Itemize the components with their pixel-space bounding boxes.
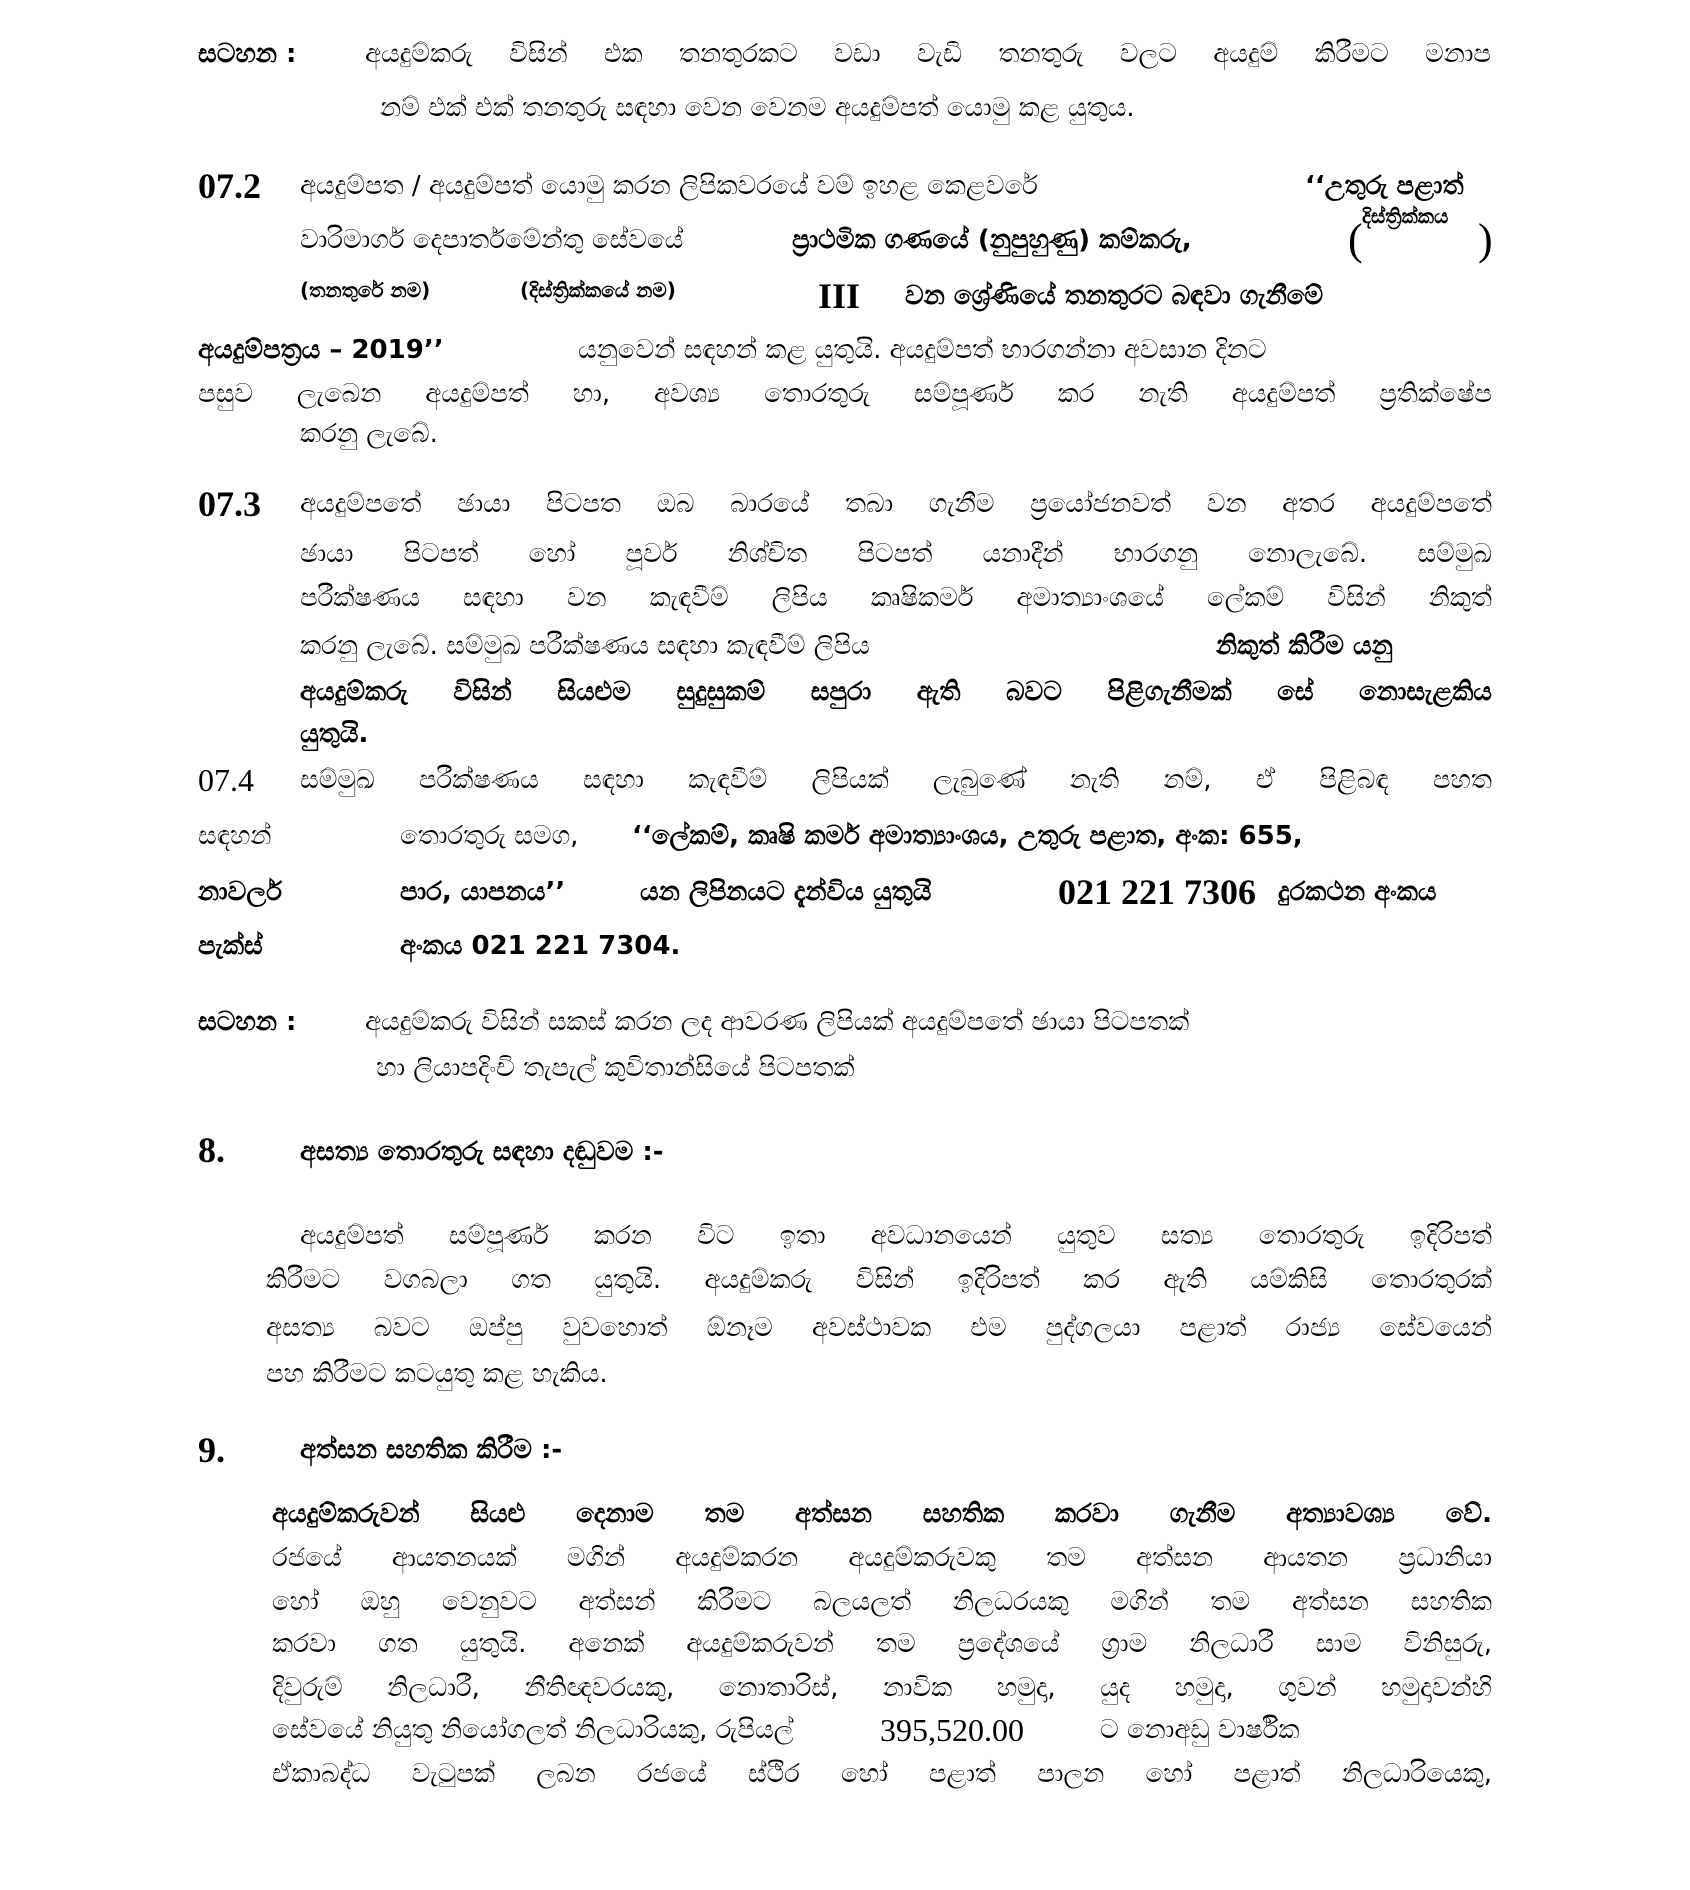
- s073-line2: ඡායා පිටපත් හෝ පූර්ව නිශ්චිත පිටපත් යනාදීන් භාරගනු නොලැබේ. සම්මුඛ: [300, 539, 1492, 569]
- s074-line3-b: යන ලිපිනයට දැන්විය යුතුයි: [640, 877, 932, 907]
- s073-line4a: කරනු ලැබේ. සම්මුඛ පරීක්ෂණය සඳහා කැඳවීම් ලිපිය: [300, 631, 870, 661]
- s074-fax-line: අංකය 021 221 7304.: [400, 931, 681, 961]
- s073-line1: අයදුම්පතේ ඡායා පිටපත ඔබ බාරයේ තබා ගැනීම ප්‍රයෝජනවත් වන අතර අයදුම්පතේ: [300, 489, 1492, 519]
- s074-line3-d: දුරකථන අංකය: [1278, 877, 1437, 907]
- s073-line5: අයදුම්කරු විසින් සියළුම සුදුසුකම් සපුරා ඇති බවට පිළිගැනීමක් සේ නොසැළකිය: [300, 677, 1492, 707]
- section-9-title: අත්සන සහතික කිරීම :-: [300, 1435, 563, 1465]
- s9-line6a: සේවයේ නියුතු නියෝගලත් නිලධාරියකු, රුපියල්: [272, 1715, 794, 1745]
- s074-line3-a: පාර, යාපනය’’: [400, 877, 566, 907]
- s073-line4b: නිකුත් කිරීම යනු: [1216, 631, 1393, 661]
- s074-phone-number: 021 221 7306: [1058, 872, 1256, 912]
- s9-line5: දිවුරුම් නිලධාරී, නීතිඥවරයකු, නොතාරිස්, නාවික හමුදා, යුද හමුදා, ගුවන් හමුදාවන්හි: [272, 1673, 1492, 1703]
- s073-line6: යුතුයි.: [300, 719, 369, 749]
- s072-line3-text: වන ශ්‍රේණියේ තනතුරට බඳවා ගැනීමේ: [905, 281, 1324, 311]
- s9-line2: රජයේ ආයතනයක් මගින් අයදුම්කරන අයදුම්කරුවකු තම අත්සන ආයතන ප්‍රධානියා: [272, 1543, 1492, 1573]
- note1-line2: නම් එක් එක් තනතුරු සඳහා වෙන වෙනම අයදුම්පත් යොමු කළ යුතුය.: [380, 93, 1135, 123]
- s072-district-name: (දිස්ත්‍රික්කයේ නම): [520, 278, 676, 302]
- s072-line4-bold: අයදුම්පත්‍රය – 2019’’: [198, 335, 444, 365]
- s072-line4-text: යනුවෙන් සඳහන් කළ යුතුයි. අයදුම්පත් භාරගන්නා අවසාන දිනට: [578, 335, 1267, 365]
- note2-line1: අයදුම්කරු විසින් සකස් කරන ලද ආවරණ ලිපියක් අයදුම්පතේ ඡායා පිටපතක්: [365, 1007, 1190, 1037]
- s9-line6c: ට නොඅඩු වාර්ෂික: [1100, 1715, 1300, 1745]
- note2-label: සටහන :: [198, 1007, 297, 1037]
- s072-line1a: අයදුම්පත / අයදුම්පත් යොමු කරන ලිපිකවරයේ වම් ඉහළ කෙළවරේ: [300, 171, 1038, 201]
- s072-post-name: (තනතුරේ නම): [300, 278, 431, 302]
- s073-line3: පරීක්ෂණය සඳහා වන කැඳවීම් ලිපිය කෘෂිකර්ම අමාත්‍යාංශයේ ලේකම් විසින් නිකුත්: [300, 583, 1492, 613]
- s074-line2-a: තොරතුරු සමග,: [400, 821, 579, 851]
- section-8-title: අසත්‍ය තොරතුරු සඳහා දඬුවම :-: [300, 1137, 664, 1167]
- s8-line3: අසත්‍ය බවට ඔප්පු වුවහොත් ඕනෑම අවස්ථාවක එම පුද්ගලයා පළාත් රාජ්‍ය සේවයෙන්: [266, 1313, 1492, 1343]
- s074-line2-b: ‘‘ලේකම්, කෘෂි කර්ම අමාත්‍යාංශය, උතුරු පළාත, අංක: 655,: [632, 821, 1303, 851]
- s074-line4-left: පැක්ස්: [198, 931, 263, 961]
- s072-open-paren: (: [1348, 215, 1363, 264]
- s074-line2-left: සඳහන්: [198, 821, 272, 851]
- s072-line6: කරනු ලැබේ.: [300, 419, 438, 449]
- s072-line1b: ‘‘උතුරු පළාත්: [1305, 171, 1464, 201]
- s072-district-small: දිස්ත්‍රික්කය: [1362, 204, 1449, 228]
- section-07-3-number: 07.3: [198, 484, 261, 524]
- s072-line5: පසුව ලැබෙන අයදුම්පත් හා, අවශ්‍ය තොරතුරු සම්පූර්ණ කර නැති අයදුම්පත් ප්‍රතික්ෂේප: [198, 379, 1492, 409]
- section-07-2-number: 07.2: [198, 166, 261, 206]
- s074-line1: සම්මුඛ පරීක්ෂණය සඳහා කැඳවීම් ලිපියක් ලැබුණේ නැති නම්, ඒ පිළිබඳ පහත: [300, 765, 1492, 795]
- s072-roman-three: III: [818, 276, 861, 316]
- s8-line2: කිරීමට වගබලා ගත යුතුයි. අයදුම්කරු විසින් ඉදිරිපත් කර ඇති යම්කිසි තොරතුරක්: [266, 1265, 1492, 1295]
- note1-line1: අයදුම්කරු විසින් එක තනතුරකට වඩා වැඩි තනතුරු වලට අයදුම් කිරීමට මනාප: [365, 39, 1491, 69]
- s9-line7: ඒකාබද්ධ වැටුපක් ලබන රජයේ ස්ථිර හෝ පළාත් පාලන හෝ පළාත් නිලධාරියෙකු,: [272, 1759, 1492, 1789]
- s9-line3: හෝ ඔහු වෙනුවට අත්සන් කිරීමට බලයලත් නිලධරයකු මගින් තම අත්සන සහතික: [272, 1587, 1492, 1617]
- s9-line1: අයදුම්කරුවන් සියළු දෙනාම තම අත්සන සහතික කරවා ගැනීම අත්‍යාවශ්‍ය වේ.: [272, 1499, 1492, 1529]
- s072-line2b: ප්‍රාථමික ගණයේ (නුපුහුණු) කම්කරු,: [792, 225, 1192, 255]
- section-8-number: 8.: [198, 1130, 225, 1170]
- s072-line2a: වාරිමාර්ග දෙපාර්තමේන්තු සේවයේ: [300, 225, 684, 255]
- note-label: සටහන :: [198, 39, 297, 69]
- s8-line4: පහ කිරීමට කටයුතු කළ හැකිය.: [266, 1359, 608, 1389]
- s9-amount: 395,520.00: [880, 1712, 1024, 1748]
- s9-line4: කරවා ගත යුතුයි. අනෙක් අයදුම්කරුවන් තම ප්‍රදේශයේ ග්‍රාම නිලධාරී සාම විනිසුරු,: [272, 1629, 1492, 1659]
- s8-line1: අයදුම්පත් සම්පූර්ණ කරන විට ඉතා අවධානයෙන් යුතුව සත්‍ය තොරතුරු ඉදිරිපත්: [300, 1221, 1492, 1251]
- section-9-number: 9.: [198, 1430, 225, 1470]
- section-07-4-number: 07.4: [198, 762, 254, 798]
- s072-close-paren: ): [1478, 215, 1493, 264]
- s074-line3-left: නාවලර්: [198, 877, 282, 907]
- note2-line2: හා ලියාපදිංචි තැපැල් කුවිතාන්සියේ පිටපතක්: [376, 1053, 855, 1083]
